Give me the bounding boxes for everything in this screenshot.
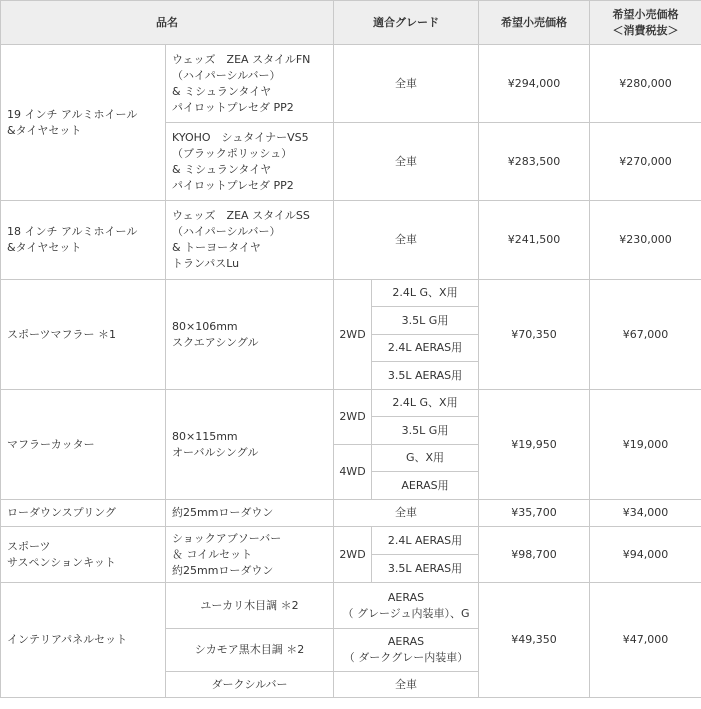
product-name-suspension xyxy=(1,527,166,583)
grade-line: AERAS xyxy=(387,590,425,604)
spec-line: （ブラックポリッシュ） xyxy=(172,146,293,160)
price-ex-tax-cell: ¥270,000 xyxy=(590,123,701,201)
grade-cell: 2.4L G、X用 xyxy=(372,280,479,307)
spec-line: ウェッズ ZEA スタイルFN xyxy=(172,52,311,66)
product-name-line: スポーツ xyxy=(7,539,51,553)
header-name: 品名 xyxy=(1,1,334,45)
price-cell: ¥49,350 xyxy=(479,583,590,698)
header-price-ex-tax-line1: 希望小売価格 xyxy=(612,7,679,21)
price-cell: ¥294,000 xyxy=(479,45,590,123)
grade-cell: AERAS用 xyxy=(372,472,479,500)
grade-cell: 全車 xyxy=(334,123,479,201)
price-ex-tax-cell: ¥19,000 xyxy=(590,390,701,500)
table-row xyxy=(1,45,701,123)
header-row xyxy=(1,1,701,45)
grade-cell: 全車 xyxy=(334,500,479,527)
product-spec xyxy=(166,45,334,123)
grade-cell: 全車 xyxy=(334,45,479,123)
product-spec: シカモア黒木目調 ＊2 xyxy=(166,629,334,672)
price-cell: ¥283,500 xyxy=(479,123,590,201)
grade-cell xyxy=(334,629,479,672)
table-row xyxy=(1,500,701,527)
spec-line: 80×106mm xyxy=(172,319,238,333)
grade-cell: 3.5L AERAS用 xyxy=(372,555,479,583)
header-price-ex-tax xyxy=(590,1,701,45)
spec-line: 80×115mm xyxy=(172,429,238,443)
price-cell: ¥241,500 xyxy=(479,201,590,280)
drive-cell: 2WD xyxy=(334,280,372,390)
table-row xyxy=(1,280,701,307)
grade-cell: 3.5L AERAS用 xyxy=(372,362,479,390)
price-ex-tax-cell: ¥280,000 xyxy=(590,45,701,123)
price-ex-tax-cell: ¥94,000 xyxy=(590,527,701,583)
grade-line: （ グレージュ内装車）、G xyxy=(342,606,470,620)
grade-cell: 2.4L AERAS用 xyxy=(372,335,479,362)
spec-line: トランパスLu xyxy=(172,257,240,270)
spec-line: & ミシュランタイヤ xyxy=(172,84,272,98)
product-name-panel: インテリアパネルセット xyxy=(1,583,166,698)
header-price-ex-tax-line2: ＜消費税抜＞ xyxy=(612,23,679,37)
spec-line: KYOHO シュタイナーVS5 xyxy=(172,130,309,144)
grade-cell: 全車 xyxy=(334,672,479,698)
table-row xyxy=(1,583,701,629)
product-name-wheel19 xyxy=(1,45,166,201)
price-cell: ¥98,700 xyxy=(479,527,590,583)
product-name-muffler: スポーツマフラー ＊1 xyxy=(1,280,166,390)
spec-line: ショックアブソーバー xyxy=(172,531,282,545)
product-name-wheel18 xyxy=(1,201,166,280)
spec-line: & ミシュランタイヤ xyxy=(172,162,272,176)
spec-line: スクエアシングル xyxy=(172,335,259,349)
grade-cell: 全車 xyxy=(334,201,479,280)
price-ex-tax-cell: ¥67,000 xyxy=(590,280,701,390)
spec-line: 約25mmローダウン xyxy=(172,563,274,577)
spec-line: ＆ コイルセット xyxy=(172,547,253,561)
grade-cell: G、X用 xyxy=(372,445,479,472)
product-name-line: &タイヤセット xyxy=(7,241,82,254)
product-spec xyxy=(166,280,334,390)
spec-line: & トーヨータイヤ xyxy=(172,241,261,254)
product-name-line: サスペンションキット xyxy=(7,555,116,569)
grade-line: AERAS xyxy=(387,635,425,648)
product-name-cutter: マフラーカッター xyxy=(1,390,166,500)
table-row xyxy=(1,390,701,417)
drive-cell: 2WD xyxy=(334,527,372,583)
header-price: 希望小売価格 xyxy=(479,1,590,45)
spec-line: パイロットプレセダ PP2 xyxy=(172,100,294,114)
product-spec: ユーカリ木目調 ＊2 xyxy=(166,583,334,629)
price-cell: ¥35,700 xyxy=(479,500,590,527)
grade-cell: 2.4L G、X用 xyxy=(372,390,479,417)
product-name-spring: ローダウンスプリング xyxy=(1,500,166,527)
price-ex-tax-cell: ¥47,000 xyxy=(590,583,701,698)
price-ex-tax-cell: ¥34,000 xyxy=(590,500,701,527)
grade-line: （ ダークグレー内装車） xyxy=(343,651,469,664)
spec-line: オーバルシングル xyxy=(172,445,259,459)
product-spec: ダークシルバー xyxy=(166,672,334,698)
spec-line: パイロットプレセダ PP2 xyxy=(172,178,294,192)
product-name-line: 18 インチ アルミホイール xyxy=(7,225,138,238)
grade-cell: 3.5L G用 xyxy=(372,307,479,335)
product-spec xyxy=(166,123,334,201)
product-spec xyxy=(166,390,334,500)
spec-line: ウェッズ ZEA スタイルSS xyxy=(172,209,310,222)
price-cell: ¥70,350 xyxy=(479,280,590,390)
grade-cell: 3.5L G用 xyxy=(372,417,479,445)
spec-line: （ハイパーシルバー） xyxy=(172,68,281,82)
product-spec: 約25mmローダウン xyxy=(166,500,334,527)
product-spec xyxy=(166,201,334,280)
product-spec xyxy=(166,527,334,583)
grade-cell xyxy=(334,583,479,629)
product-name-line: 19 インチ アルミホイール xyxy=(7,107,138,121)
product-name-line: &タイヤセット xyxy=(7,123,82,137)
spec-line: （ハイパーシルバー） xyxy=(172,225,281,238)
table-row xyxy=(1,527,701,555)
price-ex-tax-cell: ¥230,000 xyxy=(590,201,701,280)
table-row xyxy=(1,201,701,280)
price-cell: ¥19,950 xyxy=(479,390,590,500)
drive-cell: 4WD xyxy=(334,445,372,500)
grade-cell: 2.4L AERAS用 xyxy=(372,527,479,555)
header-grade: 適合グレード xyxy=(334,1,479,45)
drive-cell: 2WD xyxy=(334,390,372,445)
